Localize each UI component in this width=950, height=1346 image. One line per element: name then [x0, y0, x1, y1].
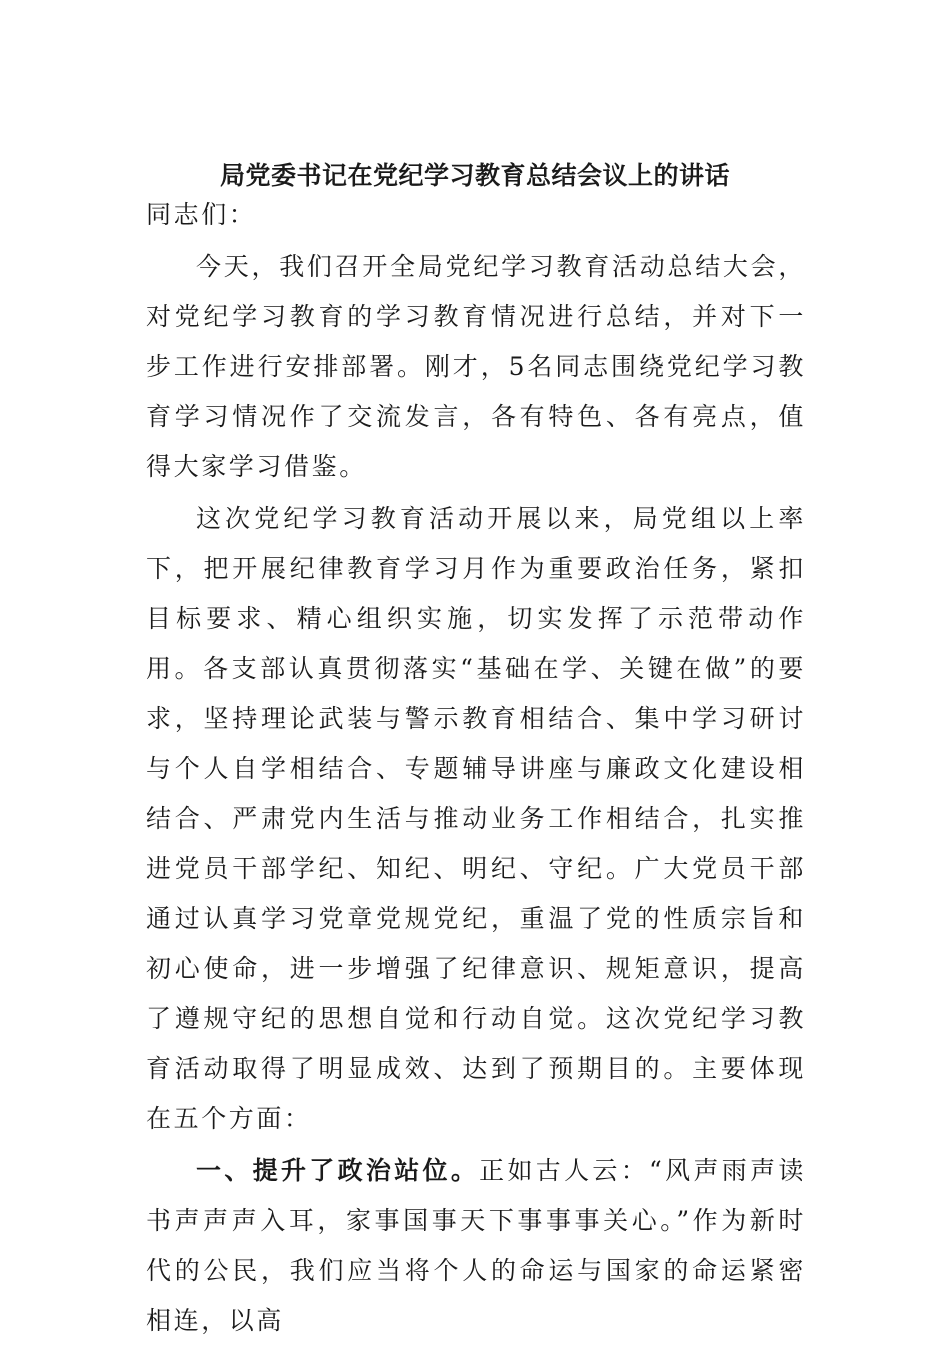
paragraph-text: 今天，我们召开全局党纪学习教育活动总结大会，对党纪学习教育的学习教育情况进行总结，并对下一步工作进行安排部署。刚才，5名同志围绕党纪学习教育学习情况作了交流发言，各有特色、各有亮点，值得大家学习借鉴。 — [146, 252, 806, 481]
paragraph-section-one — [146, 1146, 806, 1346]
paragraph-achievements — [146, 494, 806, 1144]
paragraph-text: 这次党纪学习教育活动开展以来，局党组以上率下，把开展纪律教育学习月作为重要政治任务，紧扣目标要求、精心组织实施，切实发挥了示范带动作用。各支部认真贯彻落实“基础在学、关键在做”的要求，坚持理论武装与警示教育相结合、集中学习研讨与个人自学相结合、专题辅导讲座与廉政文化建设相结合、严肃党内生活与推动业务工作相结合，扎实推进党员干部学纪、知纪、明纪、守纪。广大党员干部通过认真学习党章党规党纪，重温了党的性质宗旨和初心使命，进一步增强了纪律意识、规矩意识，提高了遵规守纪的思想自觉和行动自觉。这次党纪学习教育活动取得了明显成效、达到了预期目的。主要体现在五个方面： — [146, 504, 806, 1133]
document-body — [146, 190, 806, 1346]
paragraph-opening — [146, 242, 806, 492]
paragraph-text: 正如古人云：“风声雨声读书声声声入耳，家事国事天下事事事关心。”作为新时代的公民，我们应当将个人的命运与国家的命运紧密相连，以高 — [146, 1156, 806, 1335]
section-heading: 一、提升了政治站位。 — [196, 1156, 480, 1185]
salutation: 同志们： — [146, 200, 257, 229]
document-title: 局党委书记在党纪学习教育总结会议上的讲话 — [219, 161, 730, 190]
